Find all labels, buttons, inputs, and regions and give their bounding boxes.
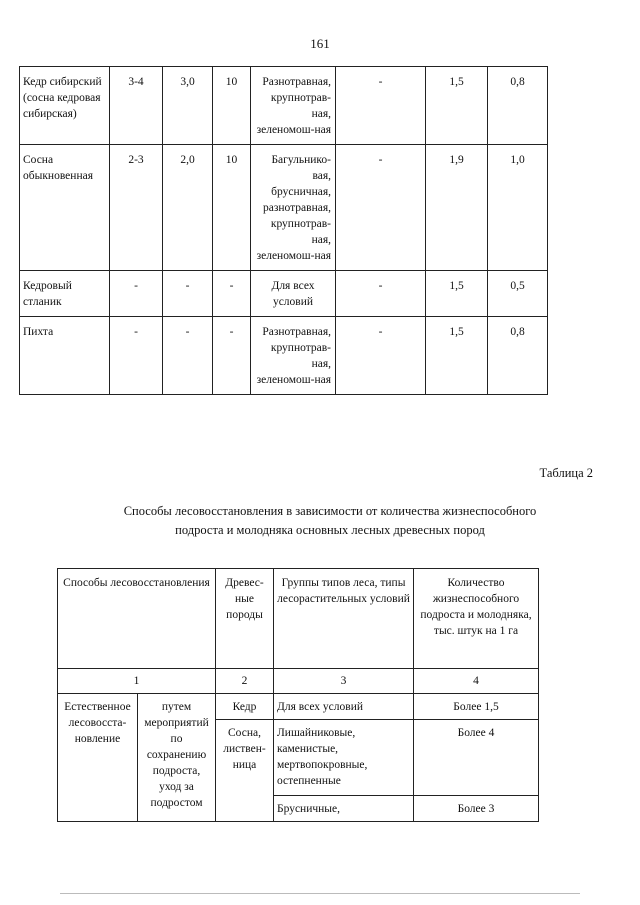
page-number: 161: [310, 36, 330, 51]
value-cell: -: [336, 145, 426, 271]
value-cell: -: [336, 317, 426, 395]
table-title: Способы лесовосстановления в зависимости от количества жизнеспособного подроста и молодняка основных лесных древесных пород: [123, 504, 537, 537]
species-cell: Кедр: [216, 694, 274, 720]
condition-cell: Брусничные,: [274, 796, 414, 822]
submethod-cell: путем мероприятий по сохранению подроста, уход за подростом: [138, 694, 216, 822]
header-species: Древес-ные породы: [216, 569, 274, 669]
condition-cell: Лишайниковые, каменистые, мертвопокровные, остепненные: [274, 720, 414, 796]
value-cell: 10: [213, 145, 251, 271]
header-methods: Способы лесовосстановления: [58, 569, 216, 669]
value-cell: -: [336, 67, 426, 145]
forest-type-cell: Разнотравная, крупнотрав-ная, зеленомош-ная: [251, 67, 336, 145]
species-cell: Кедр сибирский (сосна кедровая сибирская): [20, 67, 110, 145]
table-row: [20, 67, 548, 145]
value-cell: 1,0: [488, 145, 548, 271]
value-cell: 3,0: [163, 67, 213, 145]
header-forest-groups: Группы типов леса, типы лесорастительных условий: [274, 569, 414, 669]
table-row: [20, 317, 548, 395]
column-number: 4: [414, 669, 539, 694]
value-cell: 0,5: [488, 271, 548, 317]
species-cell: Сосна обыкновенная: [20, 145, 110, 271]
value-cell: 2-3: [110, 145, 163, 271]
species-cell: Сосна, листвен-ница: [216, 720, 274, 822]
value-cell: 1,5: [426, 271, 488, 317]
value-cell: -: [110, 271, 163, 317]
value-cell: 0,8: [488, 317, 548, 395]
page-bottom-divider: [60, 893, 580, 894]
condition-cell: Для всех условий: [274, 694, 414, 720]
species-cell: Кедровый стланик: [20, 271, 110, 317]
column-number: 2: [216, 669, 274, 694]
value-cell: -: [213, 317, 251, 395]
value-cell: 0,8: [488, 67, 548, 145]
quantity-cell: Более 3: [414, 796, 539, 822]
header-row: [58, 569, 539, 669]
species-parameters-table: [19, 66, 548, 395]
value-cell: 2,0: [163, 145, 213, 271]
species-cell: Пихта: [20, 317, 110, 395]
value-cell: -: [163, 317, 213, 395]
value-cell: -: [110, 317, 163, 395]
value-cell: -: [336, 271, 426, 317]
value-cell: 3-4: [110, 67, 163, 145]
value-cell: 10: [213, 67, 251, 145]
value-cell: -: [163, 271, 213, 317]
table-row: [20, 145, 548, 271]
value-cell: 1,5: [426, 67, 488, 145]
reforestation-methods-table: [57, 568, 539, 822]
column-number: 1: [58, 669, 216, 694]
header-quantity: Количество жизнеспособного подроста и молодняка, тыс. штук на 1 га: [414, 569, 539, 669]
column-number: 3: [274, 669, 414, 694]
value-cell: 1,9: [426, 145, 488, 271]
value-cell: 1,5: [426, 317, 488, 395]
table-row: [58, 694, 539, 720]
table-row: [20, 271, 548, 317]
value-cell: -: [213, 271, 251, 317]
column-number-row: [58, 669, 539, 694]
forest-type-cell: Для всех условий: [251, 271, 336, 317]
method-cell: Естественное лесовосста-новление: [58, 694, 138, 822]
quantity-cell: Более 4: [414, 720, 539, 796]
forest-type-cell: Разнотравная, крупнотрав-ная, зеленомош-ная: [251, 317, 336, 395]
table-tag: Таблица 2: [539, 466, 593, 480]
quantity-cell: Более 1,5: [414, 694, 539, 720]
forest-type-cell: Багульнико-вая, брусничная, разнотравная, крупнотрав-ная, зеленомош-ная: [251, 145, 336, 271]
